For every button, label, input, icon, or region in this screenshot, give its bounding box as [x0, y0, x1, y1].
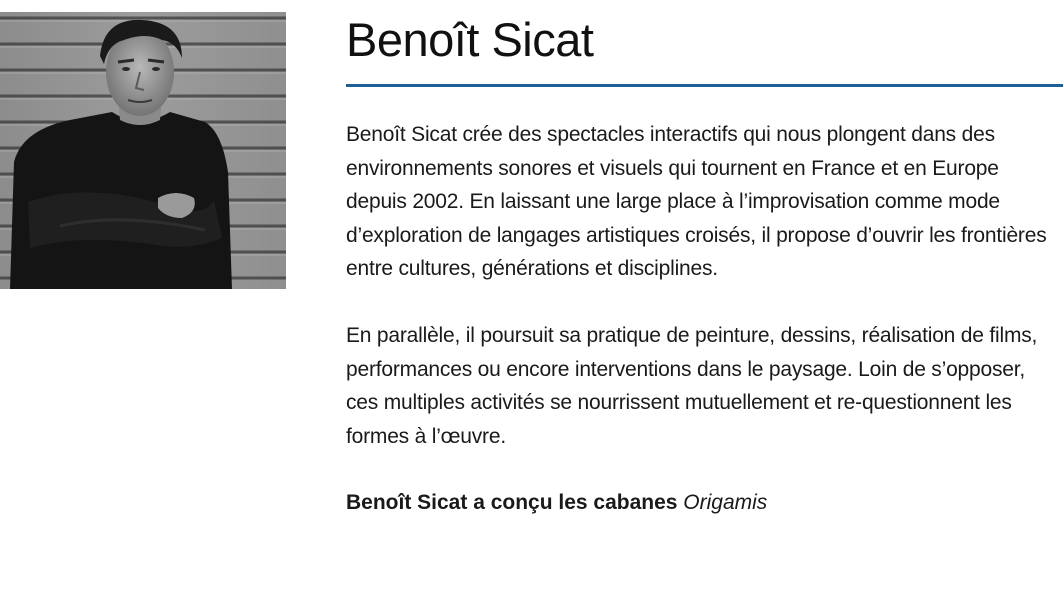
credit-work-title: Origamis — [683, 491, 768, 515]
project-credit — [346, 486, 1058, 520]
bio-paragraph-2: En parallèle, il poursuit sa pratique de peinture, dessins, réalisation de films, performances ou encore interventions dans le paysage. Loin de s’opposer, ces multiples activités se nourrissent mutuellement et re-questionnent les formes à l’œuvre. — [346, 323, 1038, 448]
title-divider — [346, 84, 1063, 87]
credit-text: Benoît Sicat a conçu les cabanes — [346, 491, 684, 515]
person-name: Benoît Sicat — [346, 13, 594, 66]
bio-content — [346, 0, 1058, 520]
portrait-image — [0, 12, 286, 289]
portrait-photo — [0, 12, 286, 289]
bio-paragraph-1: Benoît Sicat crée des spectacles interactifs qui nous plongent dans des environnements sonores et visuels qui tournent en France et en Europe depuis 2002. En laissant une large place à l’improvisation comme mode d’exploration de langages artistiques croisés, il propose d’ouvrir les frontières entre cultures, générations et disciplines. — [346, 123, 1047, 281]
